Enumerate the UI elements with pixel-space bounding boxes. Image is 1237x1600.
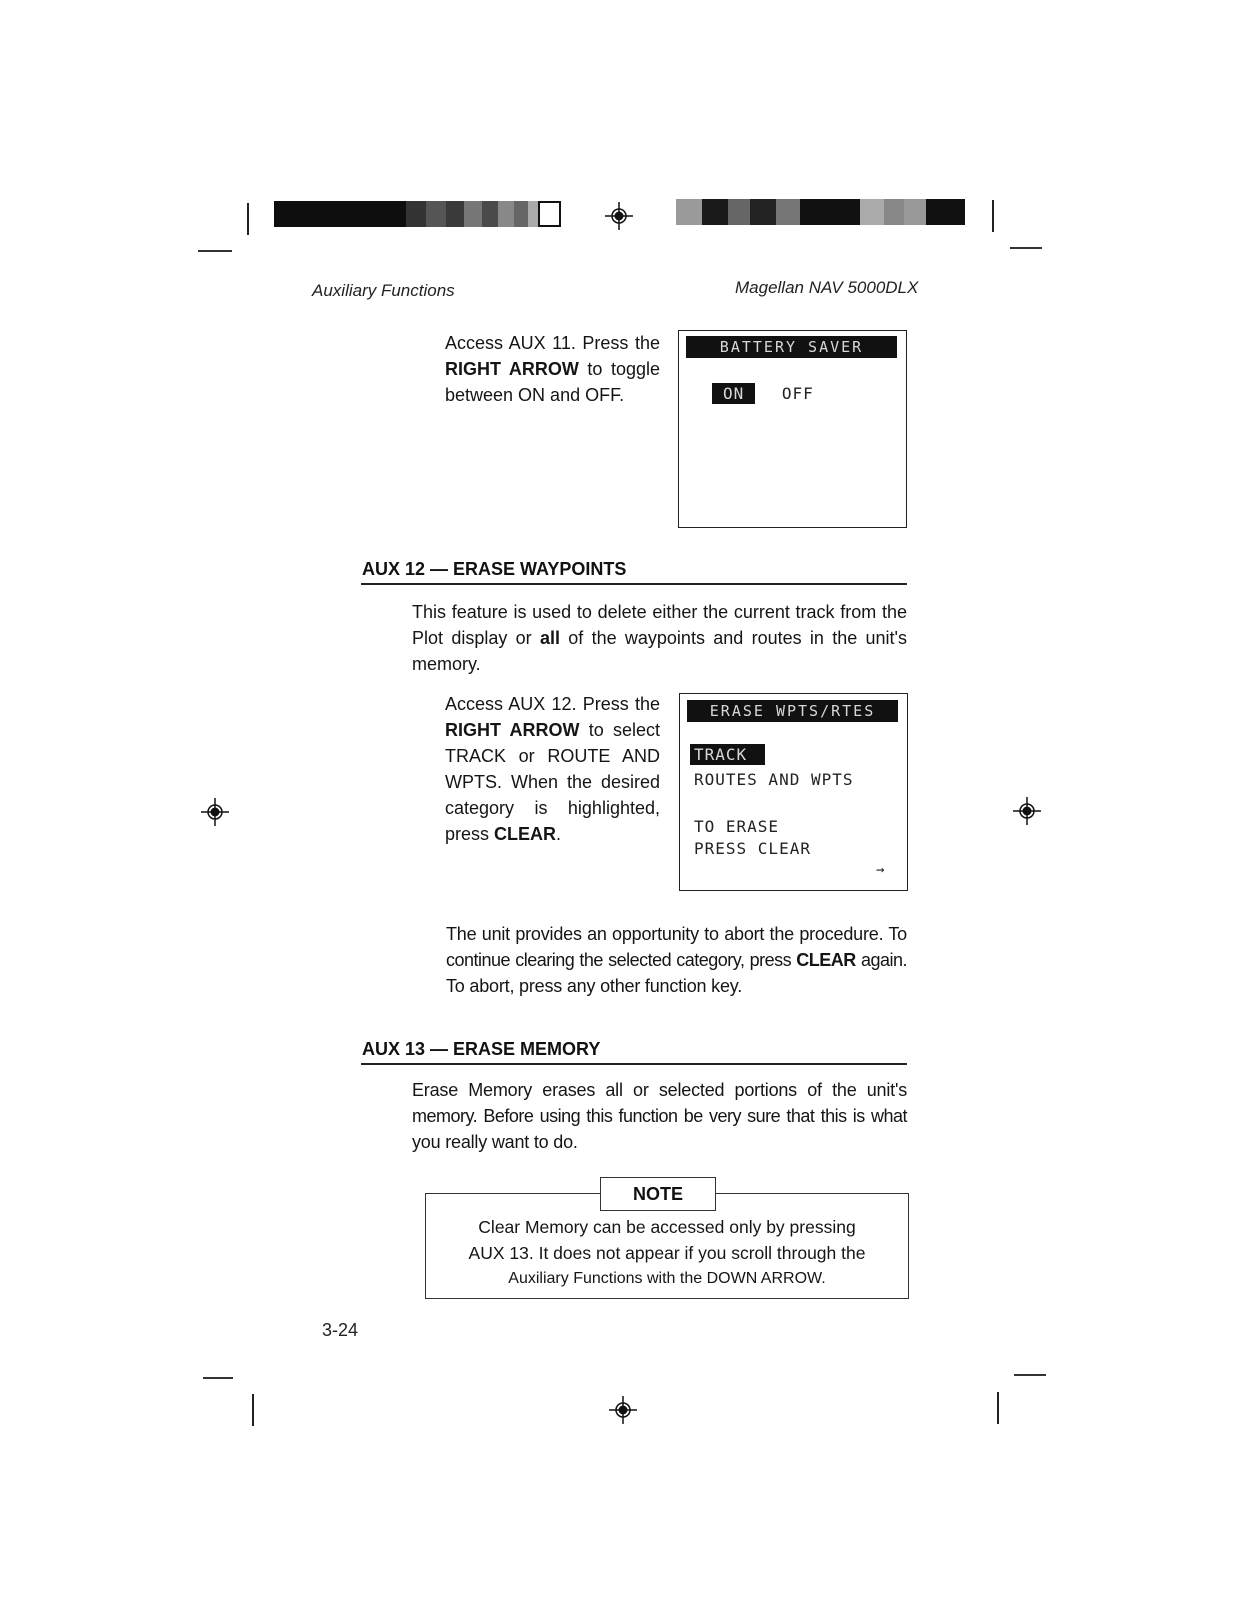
- aux13-line3: you really want to do.: [412, 1132, 578, 1152]
- crop-mark-top-left: [247, 203, 249, 235]
- aux12-abort-line2-pre: continue clearing the selected category, press: [446, 950, 797, 970]
- aux11-line1: Access AUX 11. Press the: [445, 333, 660, 353]
- battery-saver-title: BATTERY SAVER: [686, 336, 897, 358]
- registration-mark-top: [605, 202, 633, 230]
- aux12-heading: AUX 12 — ERASE WAYPOINTS: [362, 559, 627, 579]
- aux12-intro-line3: memory.: [412, 654, 481, 674]
- battery-saver-screen: [678, 330, 907, 528]
- running-header-right: Magellan NAV 5000DLX: [735, 278, 919, 297]
- registration-mark-bottom: [609, 1396, 637, 1424]
- crop-mark-bottom-left: [252, 1394, 254, 1426]
- erase-wpts-screen: [679, 693, 908, 891]
- option-on: ON: [712, 383, 755, 404]
- aux12-instructions: [445, 691, 660, 847]
- note-text: [427, 1214, 907, 1292]
- crop-mark-top-left-h: [198, 250, 232, 252]
- aux11-line2-rest: to toggle: [578, 359, 660, 379]
- aux13-line2: memory. Before using this function be very sure that this is what: [412, 1106, 907, 1126]
- aux12-instr-l5: category is highlighted,: [445, 798, 660, 818]
- aux12-intro-line2: [412, 625, 907, 651]
- crop-mark-top-right-h: [1010, 247, 1042, 249]
- aux12-abort-line2: [446, 947, 907, 973]
- aux12-abort-paragraph: [446, 921, 907, 999]
- erase-option-track-row: [690, 745, 765, 764]
- page-number: 3-24: [322, 1320, 359, 1340]
- aux12-instr-l2: [445, 717, 660, 743]
- crop-mark-bottom-right-h: [1014, 1374, 1046, 1376]
- note-label: NOTE: [600, 1177, 716, 1211]
- registration-mark-right: [1013, 797, 1041, 825]
- prompt-to-erase: TO ERASE: [694, 817, 780, 836]
- option-track: TRACK: [690, 744, 765, 765]
- aux12-intro-line2-pre: Plot display or: [412, 628, 540, 648]
- aux12-instr-l4: WPTS. When the desired: [445, 772, 660, 792]
- aux11-line3: between ON and OFF.: [445, 385, 625, 405]
- erase-wpts-title: ERASE WPTS/RTES: [687, 700, 898, 722]
- aux12-right-arrow: RIGHT ARROW: [445, 720, 580, 740]
- crop-mark-top-right: [992, 200, 994, 232]
- crop-mark-bottom-left-h: [203, 1377, 233, 1379]
- aux11-line2: [445, 356, 660, 382]
- aux12-abort-line3: To abort, press any other function key.: [446, 976, 743, 996]
- battery-saver-options: [712, 384, 814, 403]
- aux13-line1: Erase Memory erases all or selected portions of the unit's: [412, 1080, 907, 1100]
- aux13-heading: AUX 13 — ERASE MEMORY: [362, 1039, 601, 1059]
- option-off: OFF: [781, 384, 814, 403]
- aux12-instr-l6: [445, 821, 660, 847]
- running-header-left: Auxiliary Functions: [312, 281, 455, 300]
- note-line2: AUX 13. It does not appear if you scroll through the: [468, 1243, 866, 1263]
- aux12-instr-l2-rest: to select: [579, 720, 660, 740]
- aux12-intro: [412, 599, 907, 677]
- aux12-heading-rule: [361, 583, 907, 585]
- aux12-intro-line2-post: of the waypoints and routes in the unit's: [559, 628, 907, 648]
- color-bar-left: [274, 201, 561, 227]
- aux12-abort-line1: The unit provides an opportunity to abort the procedure. To: [446, 924, 907, 944]
- note-line3: Auxiliary Functions with the DOWN ARROW.: [508, 1270, 826, 1287]
- registration-mark-left: [201, 798, 229, 826]
- aux12-instr-l3: TRACK or ROUTE AND: [445, 746, 660, 766]
- aux12-abort-line2-post: again.: [855, 950, 907, 970]
- aux13-heading-rule: [361, 1063, 907, 1065]
- aux12-instr-l6-pre: press: [445, 824, 495, 844]
- prompt-press-clear: PRESS CLEAR: [694, 839, 811, 858]
- aux12-clear: CLEAR: [494, 824, 557, 844]
- color-bar-right: [676, 199, 965, 225]
- aux13-paragraph: [412, 1077, 907, 1155]
- aux12-intro-all: all: [539, 628, 560, 648]
- right-arrow-icon: →: [876, 862, 886, 878]
- aux11-instructions: [445, 330, 660, 408]
- aux12-instr-l6-post: .: [556, 824, 562, 844]
- aux12-abort-clear: CLEAR: [796, 950, 856, 970]
- option-routes-and-wpts: ROUTES AND WPTS: [694, 770, 854, 789]
- crop-mark-bottom-right: [997, 1392, 999, 1424]
- aux11-right-arrow: RIGHT ARROW: [445, 359, 579, 379]
- aux12-instr-l1: Access AUX 12. Press the: [445, 694, 660, 714]
- note-line1: Clear Memory can be accessed only by pressing: [478, 1217, 856, 1237]
- aux12-intro-line1: This feature is used to delete either the current track from the: [412, 602, 907, 622]
